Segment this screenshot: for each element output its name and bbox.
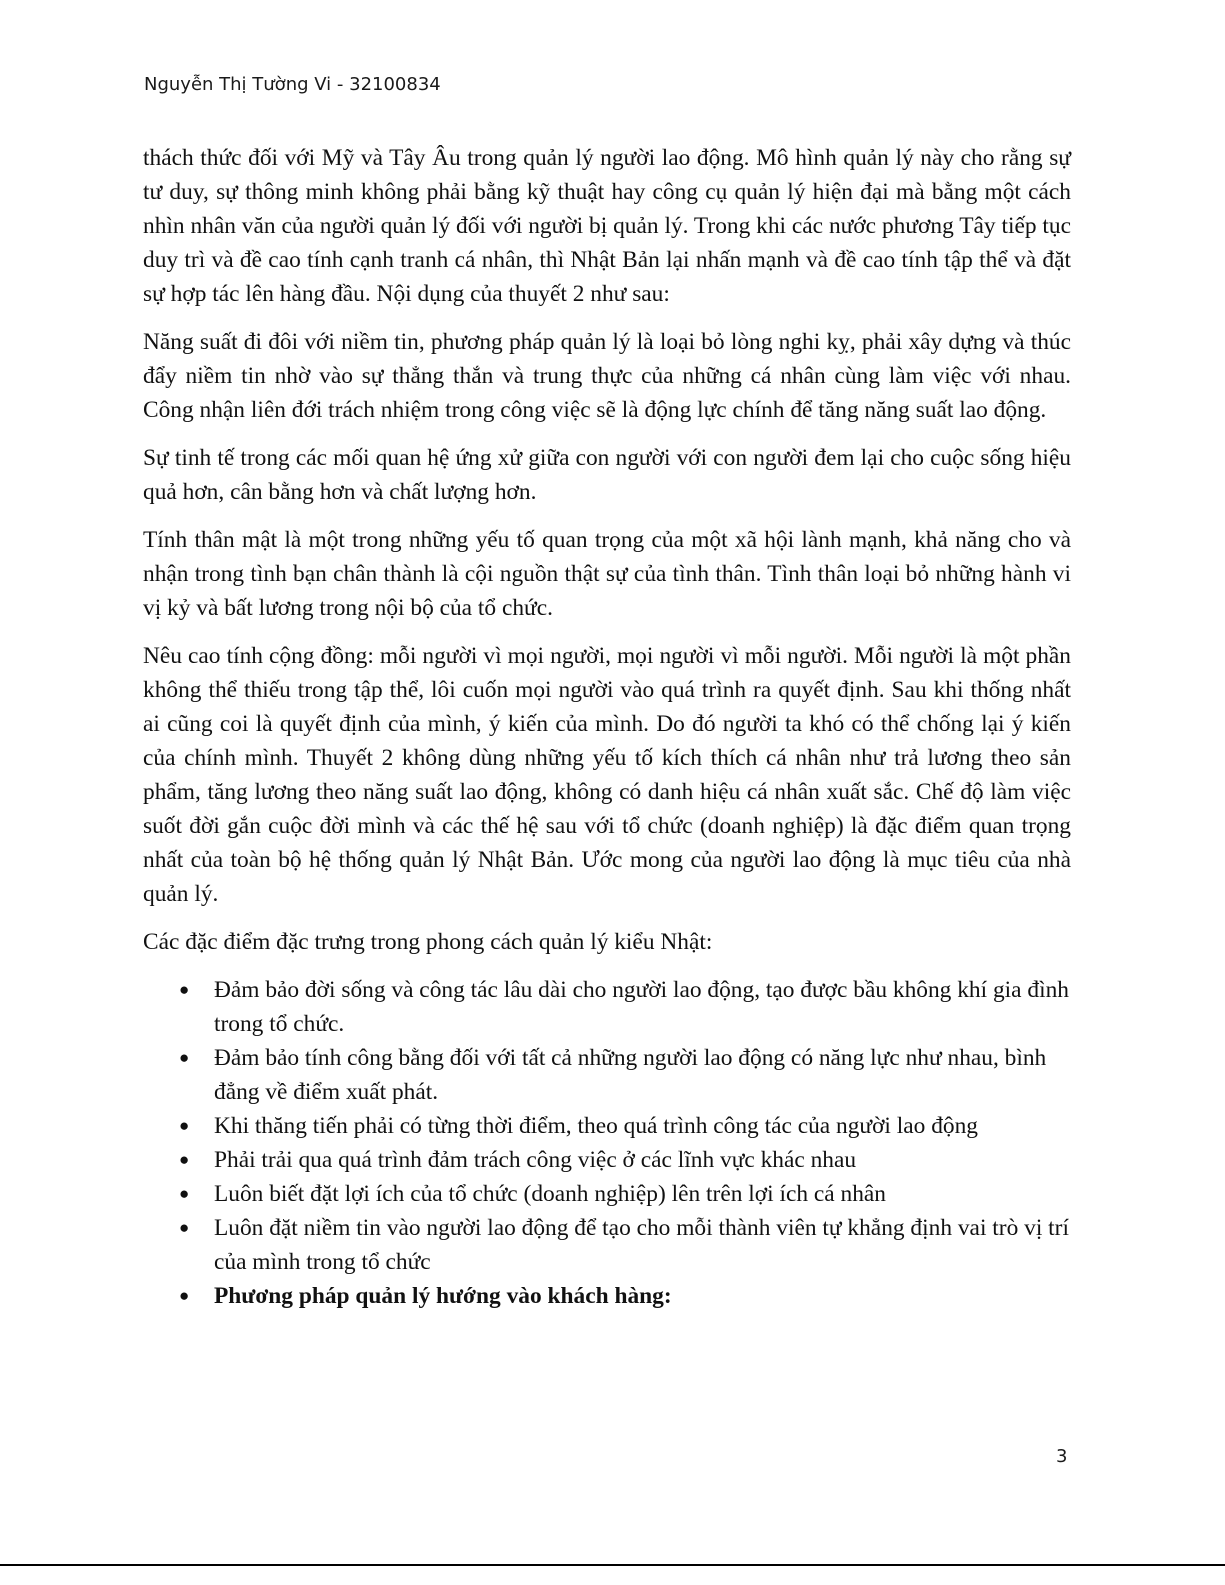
list-item-text: Luôn biết đặt lợi ích của tổ chức (doanh nghiệp) lên trên lợi ích cá nhân <box>214 1181 886 1207</box>
list-item-text: Luôn đặt niềm tin vào người lao động để tạo cho mỗi thành viên tự khẳng định vai trò vị trí của mình trong tổ chức <box>214 1215 1069 1275</box>
list-item-heading <box>143 1279 1071 1313</box>
list-item <box>143 1041 1071 1109</box>
list-item-text: Đảm bảo tính công bằng đối với tất cả những người lao động có năng lực như nhau, bình đẳng về điểm xuất phát. <box>214 1045 1047 1105</box>
list-item <box>143 1143 1071 1177</box>
bullet-icon: ● <box>179 980 190 999</box>
list-item <box>143 1211 1071 1279</box>
list-item-text: Phải trải qua quá trình đảm trách công việc ở các lĩnh vực khác nhau <box>214 1147 857 1173</box>
paragraph-2: Năng suất đi đôi với niềm tin, phương pháp quản lý là loại bỏ lòng nghi kỵ, phải xây dựng và thúc đẩy niềm tin nhờ vào sự thẳng thắn và trung thực của những cá nhân cùng làm việc với nhau. Công nhận liên đới trách nhiệm trong công việc sẽ là động lực chính để tăng năng suất lao động. <box>143 329 1071 423</box>
list-item-text: Khi thăng tiến phải có từng thời điểm, theo quá trình công tác của người lao động <box>214 1113 978 1139</box>
bullet-icon: ● <box>179 1218 190 1237</box>
bullet-list <box>143 973 1071 1313</box>
page-number: 3 <box>1056 1446 1068 1467</box>
list-item <box>143 1109 1071 1143</box>
page-header: Nguyễn Thị Tường Vi - 32100834 <box>144 74 441 95</box>
page-bottom-border <box>0 1564 1225 1566</box>
bullet-icon: ● <box>179 1286 190 1305</box>
list-item-text: Phương pháp quản lý hướng vào khách hàng: <box>214 1283 672 1309</box>
paragraph-3: Sự tinh tế trong các mối quan hệ ứng xử giữa con người với con người đem lại cho cuộc sống hiệu quả hơn, cân bằng hơn và chất lượng hơn. <box>143 445 1071 505</box>
list-item <box>143 973 1071 1041</box>
bullet-icon: ● <box>179 1184 190 1203</box>
paragraph-1: thách thức đối với Mỹ và Tây Âu trong quản lý người lao động. Mô hình quản lý này cho rằng sự tư duy, sự thông minh không phải bằng kỹ thuật hay công cụ quản lý hiện đại mà bằng một cách nhìn nhân văn của người quản lý đối với người bị quản lý. Trong khi các nước phương Tây tiếp tục duy trì và đề cao tính cạnh tranh cá nhân, thì Nhật Bản lại nhấn mạnh và đề cao tính tập thể và đặt sự hợp tác lên hàng đầu. Nội dụng của thuyết 2 như sau: <box>143 145 1071 307</box>
list-item <box>143 1177 1071 1211</box>
bullet-icon: ● <box>179 1150 190 1169</box>
list-item-text: Đảm bảo đời sống và công tác lâu dài cho người lao động, tạo được bầu không khí gia đình trong tổ chức. <box>214 977 1069 1037</box>
document-body <box>143 141 1071 1313</box>
paragraph-4: Tính thân mật là một trong những yếu tố quan trọng của một xã hội lành mạnh, khả năng cho và nhận trong tình bạn chân thành là cội nguồn thật sự của tình thân. Tình thân loại bỏ những hành vi vị kỷ và bất lương trong nội bộ của tổ chức. <box>143 527 1071 621</box>
paragraph-5: Nêu cao tính cộng đồng: mỗi người vì mọi người, mọi người vì mỗi người. Mỗi người là một phần không thể thiếu trong tập thể, lôi cuốn mọi người vào quá trình ra quyết định. Sau khi thống nhất ai cũng coi là quyết định của mình, ý kiến của mình. Do đó người ta khó có thể chống lại ý kiến của chính mình. Thuyết 2 không dùng những yếu tố kích thích cá nhân như trả lương theo sản phẩm, tăng lương theo năng suất lao động, không có danh hiệu cá nhân xuất sắc. Chế độ làm việc suốt đời gắn cuộc đời mình và các thế hệ sau với tổ chức (doanh nghiệp) là đặc điểm quan trọng nhất của toàn bộ hệ thống quản lý Nhật Bản. Ước mong của người lao động là mục tiêu của nhà quản lý. <box>143 643 1071 907</box>
bullet-icon: ● <box>179 1116 190 1135</box>
bullet-list-intro: Các đặc điểm đặc trưng trong phong cách quản lý kiểu Nhật: <box>143 929 713 955</box>
bullet-icon: ● <box>179 1048 190 1067</box>
